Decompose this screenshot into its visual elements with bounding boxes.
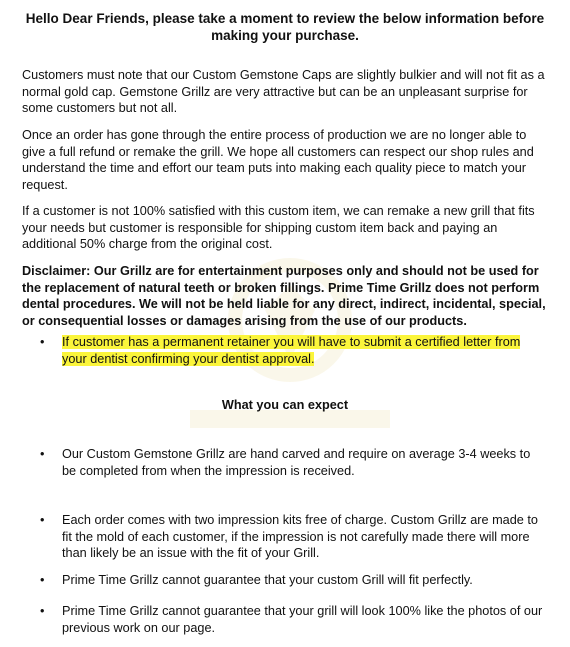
bullet-icon: • (40, 604, 45, 618)
list-item-text: Each order comes with two impression kits free of charge. Custom Grillz are made to fit the mold of each customer, if the impression is not carefully made there will more than likely be an issue with the fit of your Grill. (62, 513, 538, 560)
bullet-icon: • (40, 573, 45, 587)
page-heading: Hello Dear Friends, please take a moment to review the below information before making your purchase. (25, 11, 545, 43)
expect-heading: What you can expect (221, 398, 349, 412)
paragraph-disclaimer: Disclaimer: Our Grillz are for entertainment purposes only and should not be used for the replacement of natural teeth or broken fillings. Prime Time Grillz does not perform dental procedures. We will not be held liable for any direct, indirect, incidental, special, or consequential losses or damages arising from the use of our products. (22, 264, 546, 328)
list-item (40, 603, 545, 636)
list-item-text: Our Custom Gemstone Grillz are hand carved and require on average 3-4 weeks to be completed from when the impression is received. (62, 447, 531, 478)
paragraph-caps-note: Customers must note that our Custom Gemstone Caps are slightly bulkier and will not fit as a normal gold cap. Gemstone Grillz are very attractive but can be an unpleasant surprise for some customers but not all. (22, 68, 545, 115)
bullet-icon: • (40, 447, 45, 461)
paragraph-refund-policy: Once an order has gone through the entire process of production we are no longer able to give a full refund or remake the grill. We hope all customers can respect our shop rules and understand the time and effort our team puts into making each quality piece to match your request. (22, 128, 534, 192)
list-item-retainer (40, 334, 545, 367)
paragraph-remake-policy: If a customer is not 100% satisfied with this custom item, we can remake a new grill that fits your needs but customer is responsible for shipping custom item back and paying an additional 50% charge from the original cost. (22, 204, 535, 251)
list-item (40, 512, 545, 562)
bullet-icon: • (40, 335, 45, 349)
bullet-icon: • (40, 513, 45, 527)
list-item-text: Prime Time Grillz cannot guarantee that your custom Grill will fit perfectly. (62, 573, 473, 587)
list-item-text: Prime Time Grillz cannot guarantee that your grill will look 100% like the photos of our previous work on our page. (62, 604, 543, 635)
highlighted-retainer-notice: If customer has a permanent retainer you will have to submit a certified letter from your dentist confirming your dentist approval. (62, 335, 521, 366)
list-item (40, 572, 545, 589)
list-item (40, 446, 545, 479)
